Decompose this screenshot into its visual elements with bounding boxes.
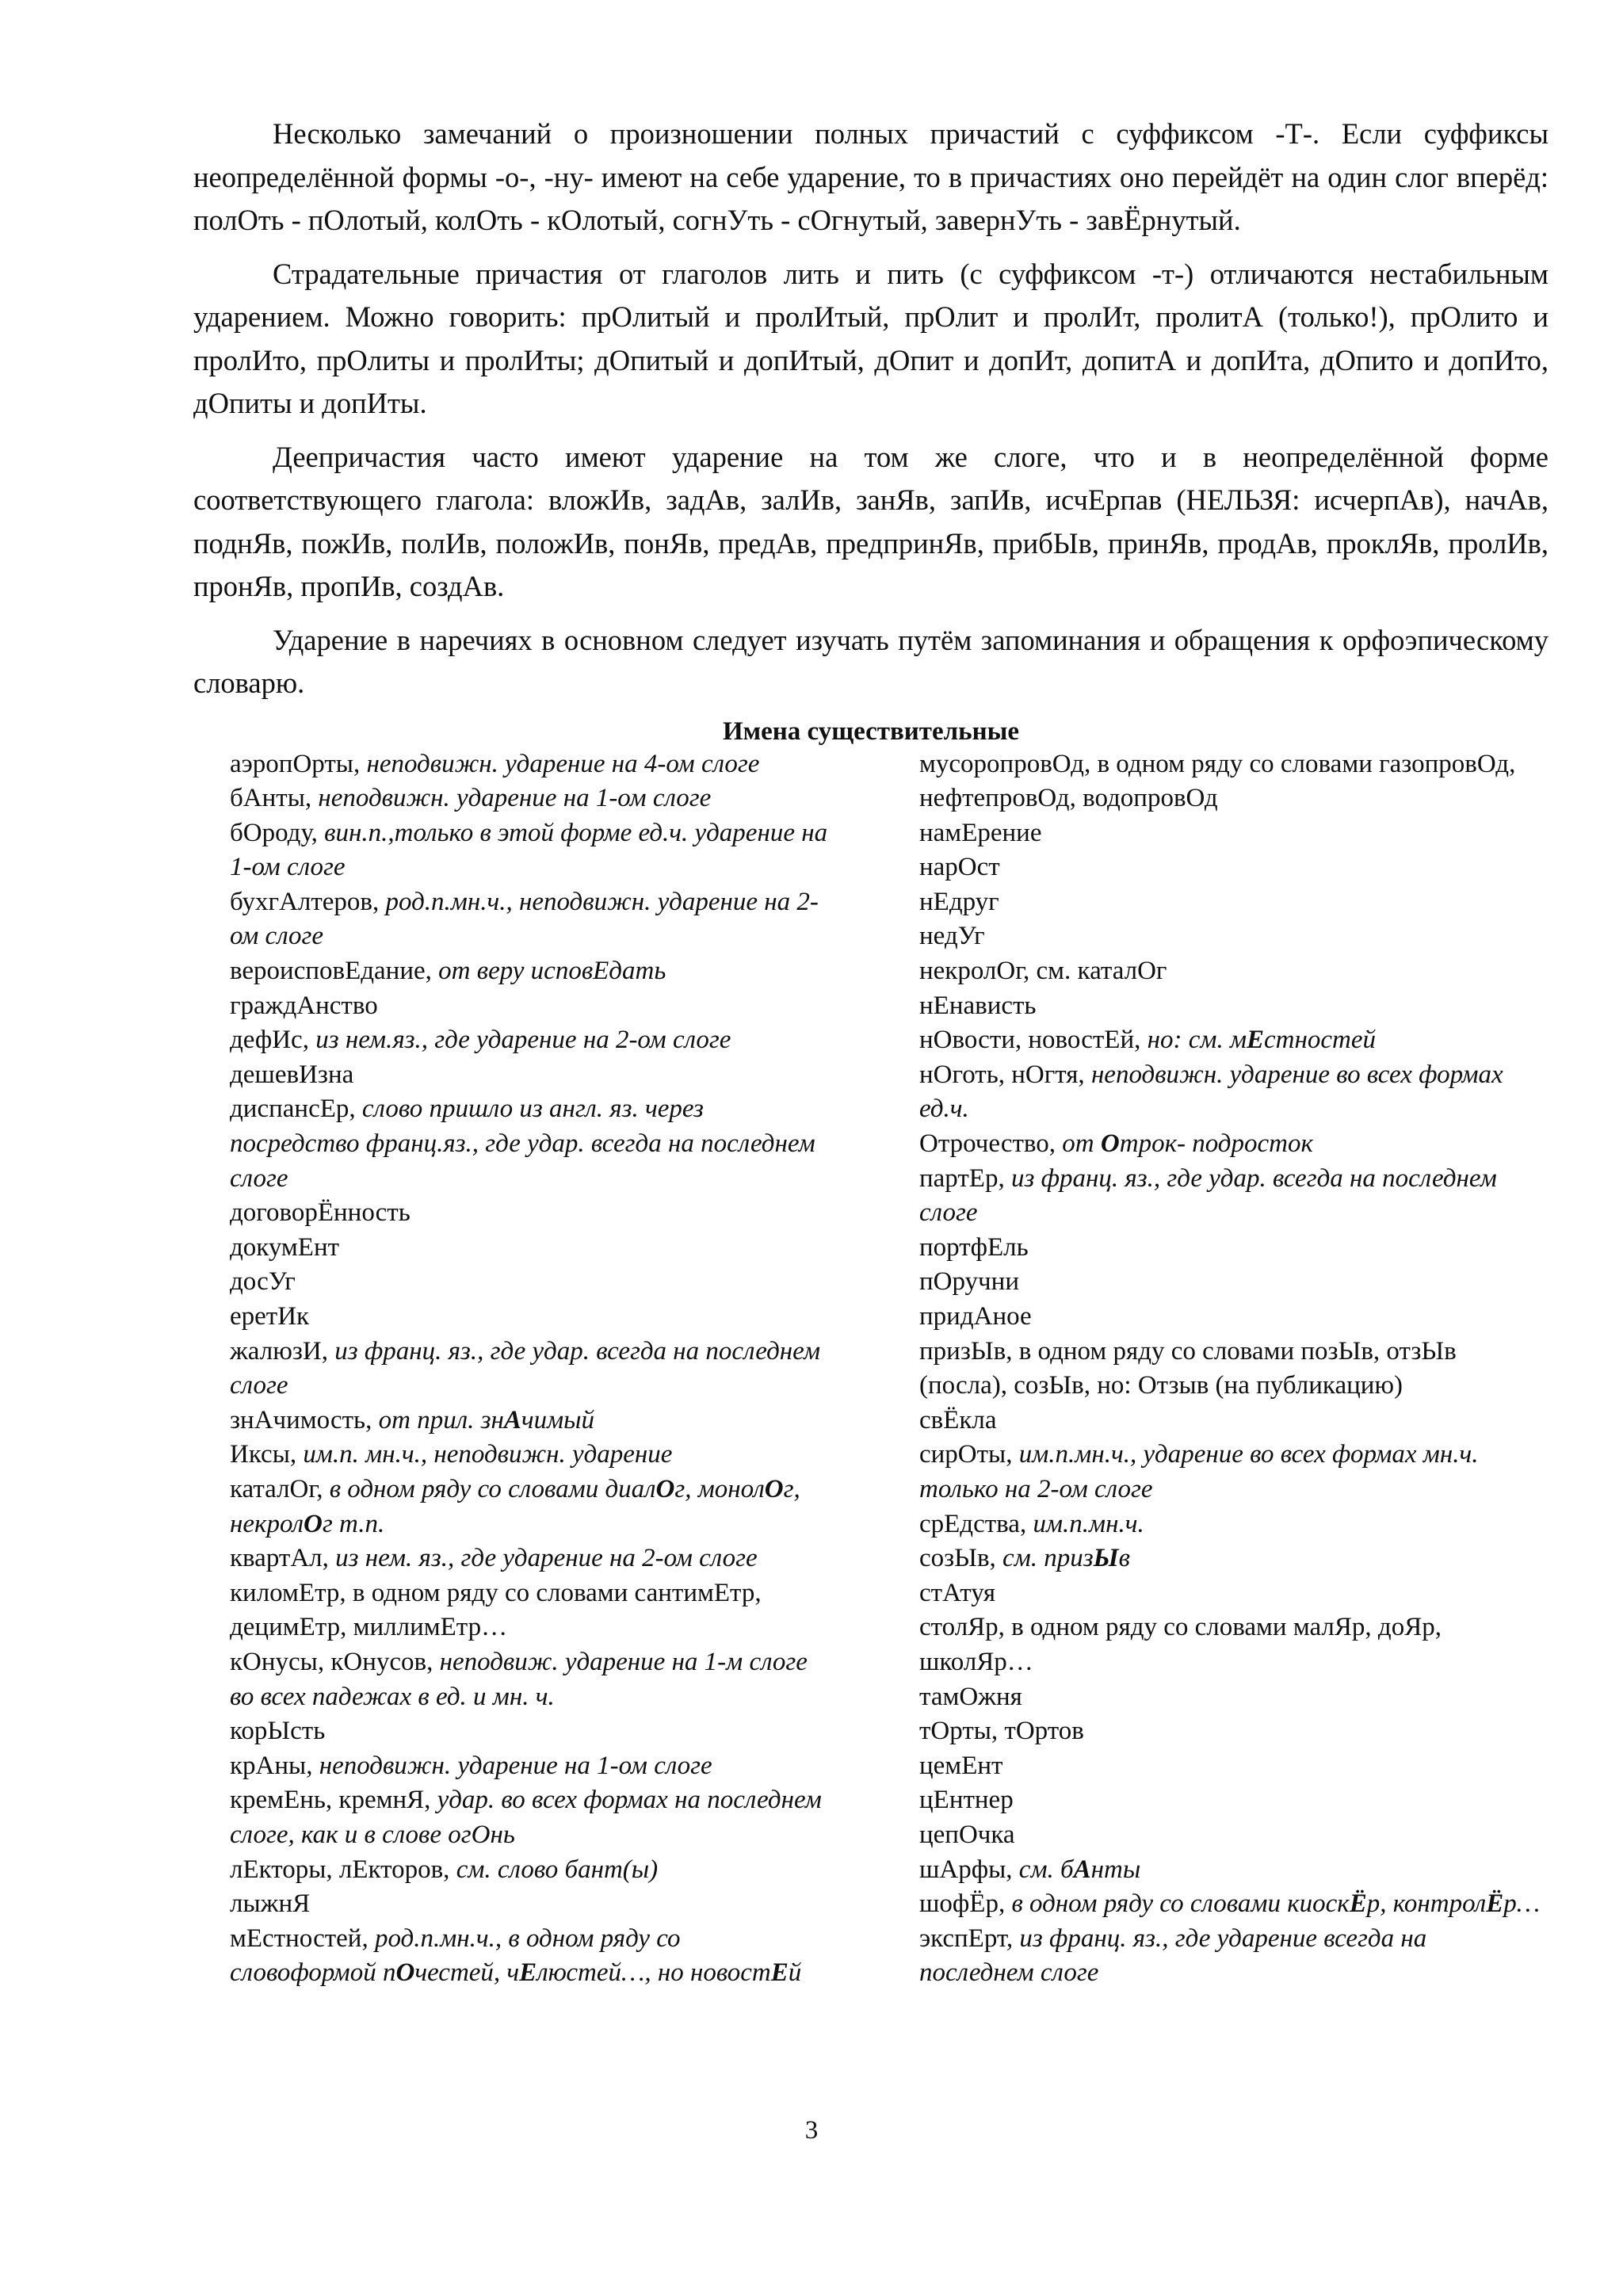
- word-entry: [230, 1404, 832, 1438]
- entry-note: от Отрок- подросток: [1062, 1129, 1313, 1159]
- entry-word: граждАнство: [230, 991, 378, 1020]
- entry-note: см. слово бант(ы): [456, 1855, 659, 1884]
- entry-word: бухгАлтеров,: [230, 887, 386, 916]
- word-entry: [919, 1438, 1545, 1507]
- word-entry: [230, 954, 832, 989]
- word-entry: [919, 1783, 1545, 1818]
- word-entry: [919, 954, 1545, 989]
- entry-note: из нем.яз., где ударение на 2-ом слоге: [315, 1026, 731, 1055]
- word-entry: [919, 1887, 1545, 1922]
- word-entry: [230, 1473, 832, 1541]
- word-entry: [230, 1714, 832, 1749]
- word-entry: [919, 1023, 1545, 1058]
- word-entry: [919, 747, 1545, 816]
- entry-word: лЕкторы, лЕкторов,: [230, 1855, 456, 1884]
- word-entry: [919, 1335, 1545, 1404]
- entry-note: неподвижн. ударение на 1-ом слоге: [318, 784, 712, 813]
- word-entry: [230, 1645, 832, 1714]
- entry-word: портфЕль: [919, 1232, 1029, 1262]
- entry-word: аэропОрты,: [230, 749, 367, 778]
- word-entry: [230, 885, 832, 954]
- entry-word: цемЕнт: [919, 1751, 1003, 1780]
- entry-word: цЕнтнер: [919, 1786, 1014, 1815]
- entry-note: от прил. знАчимый: [378, 1405, 594, 1435]
- word-entry: [230, 1300, 832, 1335]
- word-entry: [919, 919, 1545, 954]
- word-entry: [919, 850, 1545, 885]
- section-heading: Имена существительные: [722, 716, 1020, 746]
- entry-note: из франц. яз., где ударение всегда на последнем слоге: [919, 1924, 1427, 1988]
- word-entry: [230, 1749, 832, 1784]
- word-entry: [919, 885, 1545, 920]
- entry-word: пОручни: [919, 1267, 1019, 1297]
- entry-word: созЫв,: [919, 1544, 1003, 1573]
- entry-note: от веру исповЕдать: [438, 957, 666, 986]
- word-entry: [230, 1541, 832, 1576]
- word-entry: [919, 1404, 1545, 1438]
- entry-word: шАрфы,: [919, 1855, 1019, 1884]
- word-entry: [919, 1680, 1545, 1715]
- word-entry: [919, 1610, 1545, 1679]
- entry-word: бАнты,: [230, 784, 319, 813]
- entry-word: кОнусы, кОнусов,: [230, 1647, 440, 1676]
- word-entry: [230, 1092, 832, 1196]
- entry-word: досУг: [230, 1267, 296, 1297]
- entry-note: неподвижн. ударение на 4-ом слоге: [366, 749, 760, 778]
- entry-note: вин.п.,только в этой форме ед.ч. ударение на 1-ом слоге: [230, 818, 828, 882]
- entry-word: тОрты, тОртов: [919, 1717, 1084, 1746]
- entry-note: но: см. мЕстностей: [1147, 1026, 1377, 1055]
- entry-word: сирОты,: [919, 1440, 1019, 1469]
- word-entry: [230, 747, 832, 782]
- entry-note: в одном ряду со словами диалОг, монолОг, некролОг т.п.: [230, 1474, 800, 1538]
- entry-note: см. бАнты: [1018, 1855, 1141, 1884]
- word-entry: [230, 1265, 832, 1300]
- entry-word: киломЕтр, в одном ряду со словами сантимЕтр, децимЕтр, миллимЕтр…: [230, 1578, 762, 1642]
- entry-word: тамОжня: [919, 1682, 1022, 1711]
- entry-note: из франц. яз., где удар. всегда на последнем слоге: [230, 1336, 821, 1400]
- entry-word: нОготь, нОгтя,: [919, 1060, 1091, 1089]
- entry-note: род.п.мн.ч., неподвижн. ударение на 2-ом слоге: [230, 887, 819, 951]
- entry-word: мусоропровОд, в одном ряду со словами газопровОд, нефтепровОд, водопровОд: [919, 749, 1516, 813]
- entry-word: корЫсть: [230, 1717, 326, 1746]
- entry-word: столЯр, в одном ряду со словами малЯр, доЯр, школЯр…: [919, 1613, 1442, 1676]
- word-entry: [919, 1231, 1545, 1266]
- entry-word: нОвости, новостЕй,: [919, 1026, 1148, 1055]
- word-entry: [919, 1127, 1545, 1162]
- entry-word: Отрочество,: [919, 1129, 1063, 1159]
- entry-word: дефИс,: [230, 1026, 316, 1055]
- word-entry: [919, 816, 1545, 851]
- word-entry: [230, 1783, 832, 1852]
- entry-word: диспансЕр,: [230, 1095, 362, 1124]
- entry-word: придАное: [919, 1302, 1032, 1331]
- word-entry: [230, 1853, 832, 1888]
- word-entry: [230, 1335, 832, 1404]
- entry-word: экспЕрт,: [919, 1924, 1020, 1953]
- word-list-columns: [230, 747, 1549, 2126]
- entry-word: партЕр,: [919, 1163, 1011, 1193]
- entry-word: каталОг,: [230, 1474, 330, 1503]
- entry-word: нЕнависть: [919, 991, 1037, 1020]
- word-entry: [230, 989, 832, 1024]
- word-entry: [230, 1023, 832, 1058]
- word-entry: [919, 1265, 1545, 1300]
- entry-word: мЕстностей,: [230, 1924, 375, 1953]
- word-entry: [230, 1058, 832, 1093]
- entry-word: цепОчка: [919, 1820, 1015, 1849]
- entry-word: стАтуя: [919, 1578, 996, 1607]
- entry-word: еретИк: [230, 1302, 310, 1331]
- entry-word: шофЁр,: [919, 1889, 1012, 1919]
- entry-word: призЫв, в одном ряду со словами позЫв, отзЫв (посла), созЫв, но: Отзыв (на публикацию): [919, 1336, 1457, 1400]
- entry-note: неподвижн. ударение во всех формах ед.ч.: [919, 1060, 1503, 1124]
- entry-word: лыжнЯ: [230, 1889, 311, 1919]
- entry-word: жалюзИ,: [230, 1336, 335, 1366]
- entry-note: в одном ряду со словами киоскЁр, контролЁр…: [1011, 1889, 1541, 1919]
- word-entry: [919, 1853, 1545, 1888]
- entry-word: бОроду,: [230, 818, 325, 847]
- entry-word: недУг: [919, 922, 985, 951]
- word-entry: [919, 1576, 1545, 1611]
- paragraph-passive-participles: Страдательные причастия от глаголов лить и пить (с суффиксом -т-) отличаются нестабильным ударением. Можно говорить: прОлитый и пролИтый, прОлит и пролИт, пролитА (только!), прОлито и пролИто, прОлиты и пролИты; дОпитый и допИтый, дОпит и допИт, допитА и допИта, дОпито и допИто, дОпиты и допИты.: [193, 257, 1549, 419]
- paragraph-adverbs: Ударение в наречиях в основном следует изучать путём запоминания и обращения к орфоэпическому словарю.: [193, 623, 1549, 699]
- word-entry: [919, 1749, 1545, 1784]
- word-entry: [230, 816, 832, 885]
- word-entry: [919, 1300, 1545, 1335]
- entry-word: некролОг, см. каталОг: [919, 957, 1167, 986]
- paragraph-gerunds: Деепричастия часто имеют ударение на том же слоге, что и в неопределённой форме соответствующего глагола: вложИв, задАв, залИв, занЯв, запИв, исчЕрпав (НЕЛЬЗЯ: исчерпАв), начАв, поднЯв, пожИв, полИв, положИв, понЯв, предАв, предпринЯв, прибЫв, принЯв, продАв, проклЯв, пролИв, пронЯв, пропИв, создАв.: [193, 440, 1549, 602]
- word-entry: [230, 1887, 832, 1922]
- entry-note: из нем. яз., где ударение на 2-ом слоге: [335, 1544, 758, 1573]
- entry-word: знАчимость,: [230, 1405, 379, 1435]
- word-entry: [230, 1231, 832, 1266]
- word-entry: [919, 1162, 1545, 1231]
- entry-word: Иксы,: [230, 1440, 304, 1469]
- entry-note: см. призЫв: [1002, 1544, 1130, 1573]
- entry-word: квартАл,: [230, 1544, 336, 1573]
- entry-word: срЕдства,: [919, 1509, 1033, 1538]
- entry-note: им.п. мн.ч., неподвижн. ударение: [303, 1440, 673, 1469]
- word-entry: [230, 1922, 832, 1991]
- entry-word: вероисповЕдание,: [230, 957, 439, 986]
- left-word-column: [230, 747, 832, 1991]
- entry-note: слово пришло из англ. яз. через посредство франц.яз., где удар. всегда на последнем слоге: [230, 1095, 815, 1193]
- entry-word: кремЕнь, кремнЯ,: [230, 1786, 437, 1815]
- entry-word: свЁкла: [919, 1405, 997, 1435]
- right-word-column: [919, 747, 1545, 1991]
- entry-note: из франц. яз., где удар. всегда на последнем слоге: [919, 1163, 1497, 1228]
- entry-word: нарОст: [919, 853, 1000, 882]
- word-entry: [919, 1541, 1545, 1576]
- word-entry: [230, 1576, 832, 1645]
- page-number: 3: [804, 2116, 819, 2145]
- word-entry: [919, 1818, 1545, 1853]
- entry-word: договорЁнность: [230, 1198, 411, 1228]
- entry-word: намЕрение: [919, 818, 1042, 847]
- entry-note: род.п.мн.ч., в одном ряду со словоформой пОчестей, чЕлюстей…, но новостЕй: [230, 1924, 802, 1988]
- word-entry: [230, 781, 832, 816]
- paragraph-participles-t-suffix: Несколько замечаний о произношении полных причастий с суффиксом -Т-. Если суффиксы неопределённой формы -о-, -ну- имеют на себе ударение, то в причастиях оно перейдёт на один слог вперёд: полОть - пОлотый, колОть - кОлотый, согнУть - сОгнутый, завернУть - завЁрнутый.: [193, 117, 1549, 236]
- word-entry: [919, 1922, 1545, 1991]
- entry-note: неподвижн. ударение на 1-ом слоге: [319, 1751, 712, 1780]
- word-entry: [919, 989, 1545, 1024]
- word-entry: [919, 1507, 1545, 1542]
- entry-word: докумЕнт: [230, 1232, 340, 1262]
- word-entry: [919, 1058, 1545, 1127]
- entry-word: крАны,: [230, 1751, 319, 1780]
- word-entry: [230, 1196, 832, 1231]
- word-entry: [919, 1714, 1545, 1749]
- entry-note: неподвиж. ударение на 1-м слоге во всех падежах в ед. и мн. ч.: [230, 1647, 808, 1711]
- entry-note: им.п.мн.ч.: [1033, 1509, 1144, 1538]
- entry-note: им.п.мн.ч., ударение во всех формах мн.ч. только на 2-ом слоге: [919, 1440, 1479, 1503]
- entry-word: нЕдруг: [919, 887, 999, 916]
- entry-note: удар. во всех формах на последнем слоге, как и в слове огОнь: [230, 1786, 822, 1849]
- entry-word: дешевИзна: [230, 1060, 354, 1089]
- word-entry: [230, 1438, 832, 1473]
